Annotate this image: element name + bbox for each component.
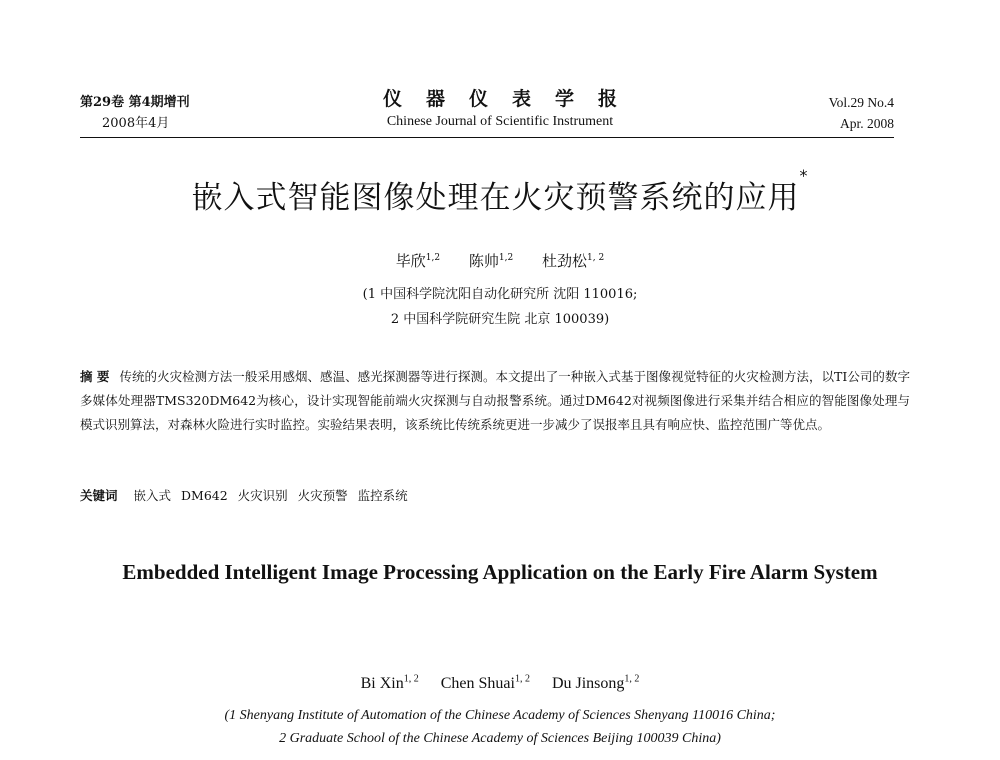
affiliations-en (0, 704, 1000, 750)
volume-cn: 第29卷 第4期增刊 (80, 95, 190, 110)
authors-cn (0, 250, 1000, 271)
abstract-label: 摘 要 (80, 369, 110, 384)
keyword: 火灾识别 (237, 488, 288, 503)
journal-name-cn: 仪器仪表学报 (382, 88, 641, 110)
volume-en: Vol.29 No.4 (828, 95, 894, 110)
author-en: Bi Xin$^{1, 2}$ (360, 674, 419, 693)
journal-name-en: Chinese Journal of Scientific Instrument (386, 114, 614, 129)
author-cn: 杜劲松$^{1, 2}$ (542, 252, 605, 270)
abstract-cn (80, 365, 910, 437)
paper-title-cn (0, 166, 1000, 217)
keyword: DM642 (181, 488, 228, 503)
header-volume-en (829, 92, 894, 134)
author-en: Chen Shuai$^{1, 2}$ (440, 674, 530, 693)
date-cn: 2008年4月 (102, 116, 170, 131)
author-en: Du Jinsong$^{1, 2}$ (551, 674, 640, 693)
keywords-label: 关键词 (80, 488, 118, 503)
abstract-text: 传统的火灾检测方法一般采用感烟、感温、感光探测器等进行探测。本文提出了一种嵌入式基于图像视觉特征的火灾检测方法，以TI公司的数字多媒体处理器TMS320DM642为核心，设计实现智能前端火灾探测与自动报警系统。通过DM642对视频图像进行采集并结合相应的智能图像处理与模式识别算法，对森林火险进行实时监控。实验结果表明，该系统比传统系统更进一步减少了误报率且具有响应快、监控范围广等优点。 (80, 369, 910, 432)
authors-en (0, 674, 1000, 693)
affiliation-cn: 2 中国科学院研究生院 北京 100039) (390, 312, 610, 327)
author-cn: 陈帅$^{1,2}$ (468, 252, 514, 270)
keyword: 监控系统 (357, 488, 408, 503)
title-footnote-mark: * (799, 166, 809, 185)
keyword: 火灾预警 (297, 488, 348, 503)
affiliation-en: 2 Graduate School of the Chinese Academy of Sciences Beijing 100039 China) (279, 731, 721, 746)
affiliations-cn (0, 282, 1000, 332)
header-divider (80, 137, 894, 138)
paper-title-cn-text: 嵌入式智能图像处理在火灾预警系统的应用 (191, 180, 800, 216)
affiliation-en: (1 Shenyang Institute of Automation of the Chinese Academy of Sciences Shenyang 110016 China; (224, 708, 776, 723)
date-en: Apr. 2008 (840, 116, 894, 131)
author-cn: 毕欣$^{1,2}$ (395, 252, 441, 270)
keywords-cn (80, 485, 414, 507)
keyword: 嵌入式 (133, 488, 172, 503)
header-volume-cn (80, 92, 190, 134)
journal-name (300, 86, 700, 132)
paper-title-en: Embedded Intelligent Image Processing Application on the Early Fire Alarm System (122, 560, 878, 584)
affiliation-cn: (1 中国科学院沈阳自动化研究所 沈阳 110016; (362, 287, 638, 302)
